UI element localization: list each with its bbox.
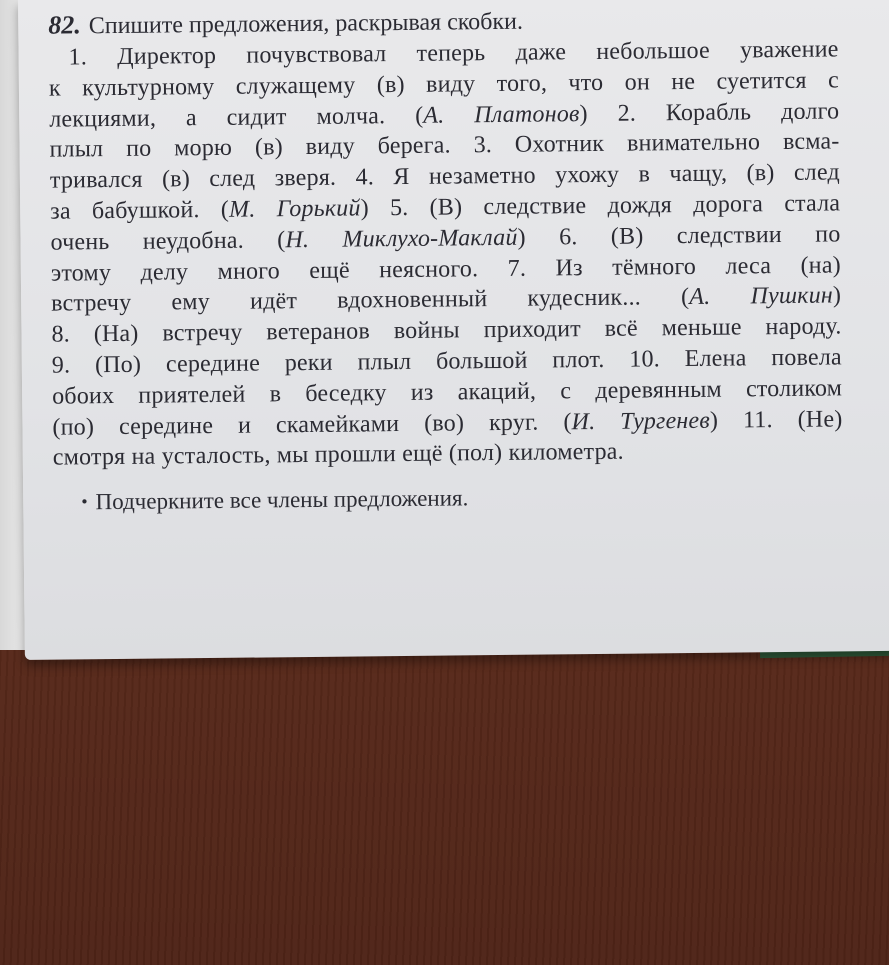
text-fragment: к культурному служащему (в) виду того, что он не суетится с (48, 67, 840, 102)
text-fragment: встречу ему идёт вдохновенный кудесник... ( (51, 284, 690, 318)
text-fragment: за бабушкой. ( (50, 196, 230, 225)
wood-grain (0, 640, 889, 965)
author-name: М. Горький (228, 195, 361, 223)
exercise-text (48, 34, 842, 473)
book-page (18, 0, 889, 660)
task-text: Подчеркните все члены предложения. (95, 485, 469, 515)
text-fragment: тривался (в) след зверя. 4. Я незаметно ухожу в чащу, (в) след (49, 159, 840, 194)
author-name: И. Тургенев (571, 407, 711, 435)
text-fragment: очень неудобна. ( (50, 226, 286, 256)
exercise-number: 82. (48, 10, 81, 40)
exercise-block (48, 1, 843, 518)
text-fragment: этому делу много ещё неясного. 7. Из тёмного леса (на) (50, 251, 841, 287)
text-fragment: 1. Директор почувствовал теперь даже небольшое уважение (68, 36, 839, 71)
text-fragment: 9. (По) середине реки плыл большой плот. 10. Елена повела (51, 344, 842, 379)
text-fragment: плыл по морю (в) виду берега. 3. Охотник внимательно всма- (49, 128, 840, 164)
exercise-title: Спишите предложения, раскрывая скобки. (88, 8, 524, 40)
text-fragment: ) 11. (Не) (709, 405, 843, 434)
author-name: А. Платонов (423, 100, 580, 129)
text-fragment: ) 6. (В) следствии по (517, 221, 841, 251)
author-name: А. Пушкин (689, 282, 834, 311)
bullet-icon: • (81, 491, 88, 512)
text-fragment: ) 2. Корабль долго (579, 98, 840, 127)
text-fragment: (по) середине и скамейками (во) круг. ( (52, 408, 572, 441)
text-fragment: лекциями, а сидит молча. ( (49, 102, 424, 133)
text-fragment: ) 5. (В) следствие дождя дорога стала (360, 190, 841, 222)
text-fragment: ) (832, 282, 842, 309)
text-fragment: обоих приятелей в беседку из акаций, с деревянным столиком (52, 375, 843, 410)
task-instruction (53, 480, 843, 519)
author-name: Н. Миклухо-Маклай (285, 224, 518, 253)
text-fragment: смотря на усталость, мы прошли ещё (пол) километра. (52, 439, 624, 472)
text-fragment: 8. (На) встречу ветеранов войны приходит всё меньше народу. (51, 313, 842, 348)
